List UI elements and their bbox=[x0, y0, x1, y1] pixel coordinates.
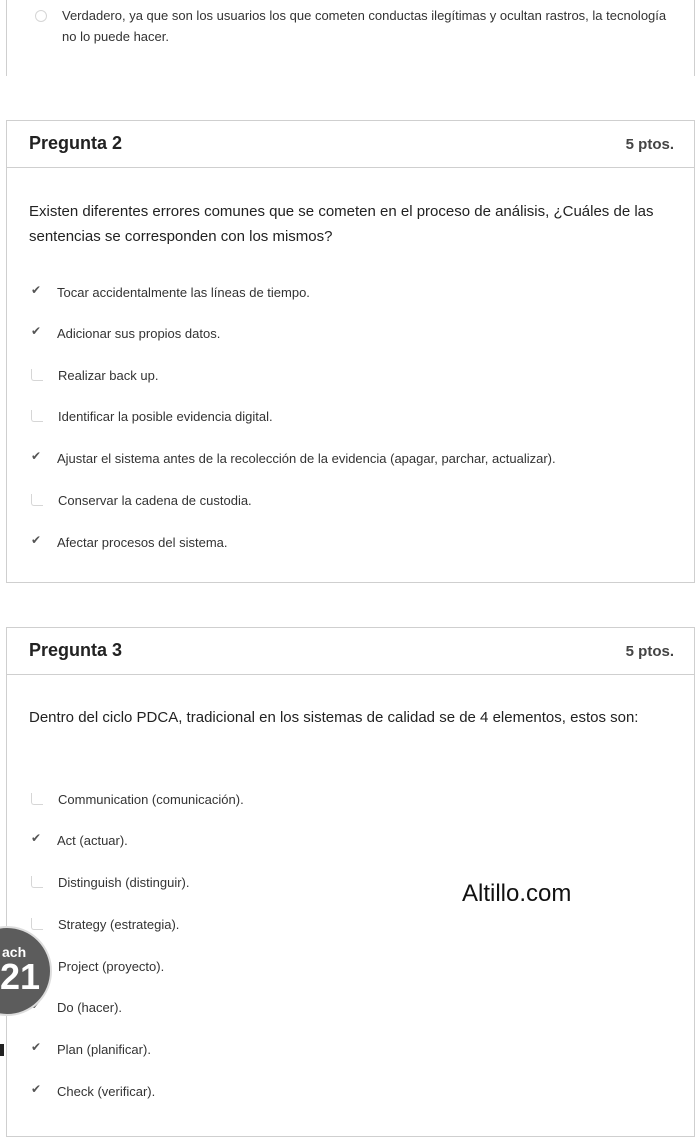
option-item[interactable] bbox=[31, 829, 128, 851]
checkbox-empty-icon[interactable] bbox=[31, 410, 43, 422]
checkbox-checked-icon[interactable] bbox=[31, 1044, 42, 1055]
checkbox-empty-icon[interactable] bbox=[31, 369, 43, 381]
option-item[interactable] bbox=[31, 996, 122, 1018]
checkbox-checked-icon[interactable] bbox=[31, 287, 42, 298]
previous-option-label: Verdadero, ya que son los usuarios los que cometen conductas ilegítimas y ocultan rastros, la tecnología no lo puede hacer. bbox=[62, 8, 667, 44]
checkbox-empty-icon[interactable] bbox=[31, 918, 43, 930]
option-item[interactable] bbox=[31, 364, 158, 386]
option-item[interactable] bbox=[31, 871, 190, 893]
question-header bbox=[7, 628, 694, 675]
checkbox-checked-icon[interactable] bbox=[31, 835, 42, 846]
option-item[interactable] bbox=[31, 531, 228, 553]
question-text: Existen diferentes errores comunes que se cometen en el proceso de análisis, ¿Cuáles de las sentencias se corresponden con los mismos? bbox=[29, 203, 654, 245]
question-card-3 bbox=[6, 627, 695, 1137]
option-item[interactable] bbox=[31, 322, 220, 344]
previous-question-card bbox=[6, 0, 695, 76]
badge-line2: 21 bbox=[0, 956, 41, 997]
option-label: Distinguish (distinguir). bbox=[58, 874, 190, 890]
option-item[interactable] bbox=[31, 447, 556, 469]
badge-line1: ach bbox=[2, 944, 27, 960]
option-label: Ajustar el sistema antes de la recolección de la evidencia (apagar, parchar, actualizar). bbox=[57, 450, 556, 466]
checkbox-empty-icon[interactable] bbox=[31, 876, 43, 888]
option-item[interactable] bbox=[31, 281, 310, 303]
option-label: Communication (comunicación). bbox=[58, 791, 244, 807]
option-label: Do (hacer). bbox=[57, 999, 123, 1015]
option-label: Act (actuar). bbox=[57, 832, 128, 848]
option-label: Conservar la cadena de custodia. bbox=[58, 492, 252, 508]
option-label: Realizar back up. bbox=[58, 367, 159, 383]
question-title: Pregunta 2 bbox=[29, 133, 123, 153]
checkbox-checked-icon[interactable] bbox=[31, 328, 42, 339]
checkbox-checked-icon[interactable] bbox=[31, 537, 42, 548]
option-item[interactable] bbox=[31, 1038, 151, 1060]
option-label: Check (verificar). bbox=[57, 1083, 156, 1099]
question-points: 5 ptos. bbox=[625, 136, 674, 153]
question-text: Dentro del ciclo PDCA, tradicional en los sistemas de calidad se de 4 elementos, estos son: bbox=[29, 709, 639, 726]
radio-empty-icon[interactable] bbox=[35, 10, 47, 22]
question-card-2 bbox=[6, 120, 695, 583]
watermark-text: Altillo.com bbox=[462, 880, 572, 907]
option-item[interactable] bbox=[31, 405, 273, 427]
question-header bbox=[7, 121, 694, 168]
option-item[interactable] bbox=[31, 1080, 155, 1102]
option-label: Tocar accidentalmente las líneas de tiempo. bbox=[57, 284, 310, 300]
checkbox-empty-icon[interactable] bbox=[31, 494, 43, 506]
option-item[interactable] bbox=[31, 913, 179, 935]
option-label: Plan (planificar). bbox=[57, 1041, 151, 1057]
option-label: Project (proyecto). bbox=[58, 958, 165, 974]
option-item[interactable] bbox=[31, 489, 252, 511]
question-title: Pregunta 3 bbox=[29, 640, 123, 660]
option-item[interactable] bbox=[31, 788, 244, 810]
checkbox-empty-icon[interactable] bbox=[31, 793, 43, 805]
previous-option[interactable] bbox=[35, 5, 675, 47]
checkbox-checked-icon[interactable] bbox=[31, 1086, 42, 1097]
option-label: Adicionar sus propios datos. bbox=[57, 325, 221, 341]
edge-mark bbox=[0, 1044, 4, 1056]
option-label: Strategy (estrategia). bbox=[58, 916, 180, 932]
option-label: Afectar procesos del sistema. bbox=[57, 534, 228, 550]
option-label: Identificar la posible evidencia digital. bbox=[58, 408, 273, 424]
question-points: 5 ptos. bbox=[625, 643, 674, 660]
checkbox-checked-icon[interactable] bbox=[31, 453, 42, 464]
